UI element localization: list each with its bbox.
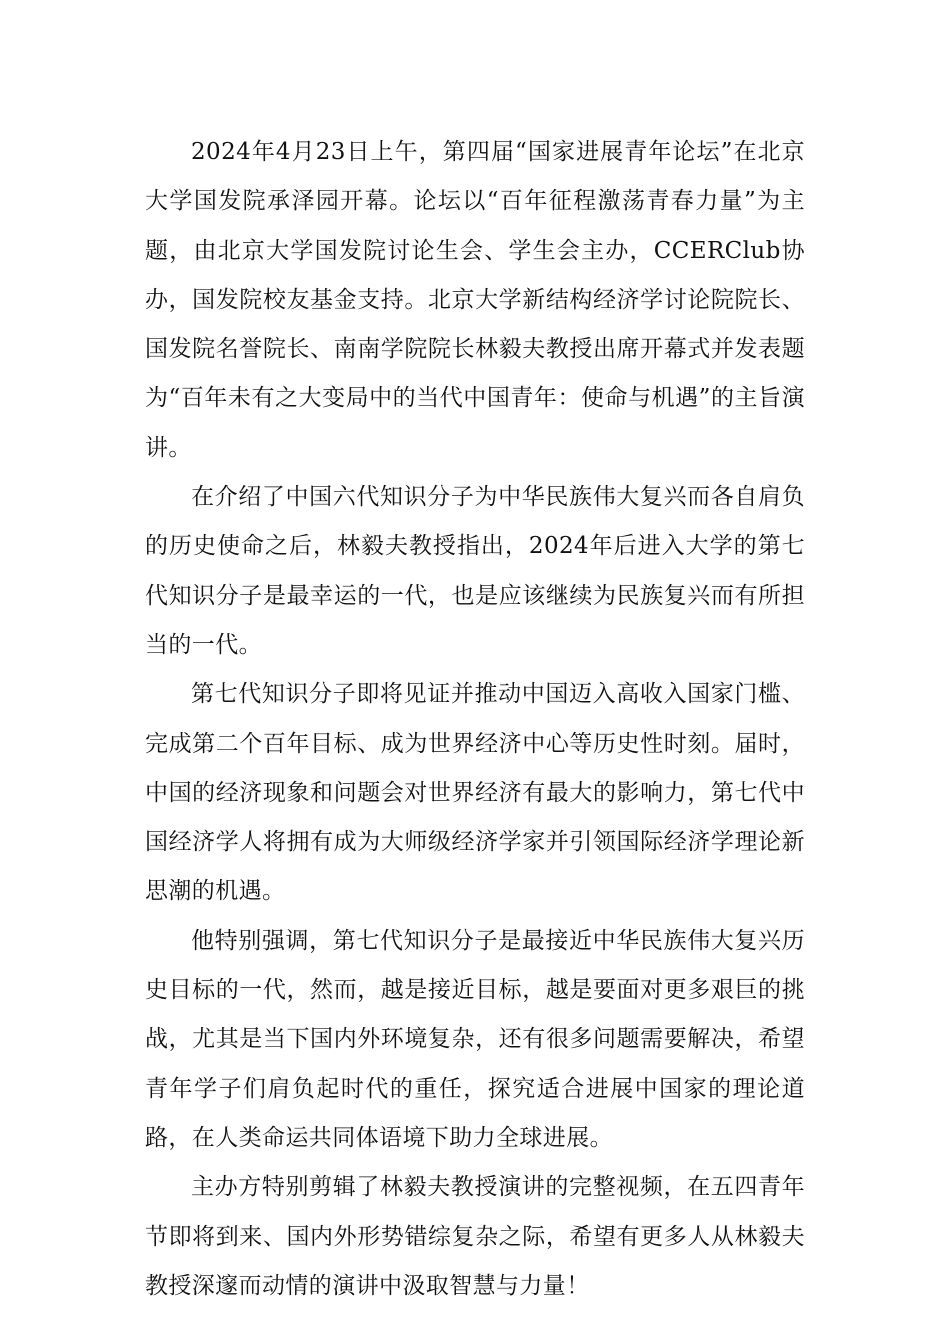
paragraph-forum-opening: 2024年4月23日上午，第四届“国家进展青年论坛”在北京大学国发院承泽园开幕。论坛以“百年征程激荡青春力量”为主题，由北京大学国发院讨论生会、学生会主办，CCERClub协办，国发院校友基金支持。北京大学新结构经济学讨论院院长、国发院名誉院长、南南学院院长林毅夫教授出席开幕式并发表题为“百年未有之大变局中的当代中国青年：使命与机遇”的主旨演讲。 [145,139,805,461]
paragraph-challenges: 他特别强调，第七代知识分子是最接近中华民族伟大复兴历史目标的一代，然而，越是接近目标，越是要面对更多艰巨的挑战，尤其是当下国内外环境复杂，还有很多问题需要解决，希望青年学子们肩负起时代的重任，探究适合进展中国家的理论道路，在人类命运共同体语境下助力全球进展。 [145,927,805,1151]
paragraph-video-note: 主办方特别剪辑了林毅夫教授演讲的完整视频，在五四青年节即将到来、国内外形势错综复杂之际，希望有更多人从林毅夫教授深邃而动情的演讲中汲取智慧与力量！ [145,1174,805,1299]
article-body [145,128,805,1311]
paragraph-seventh-generation: 在介绍了中国六代知识分子为中华民族伟大复兴而各自肩负的历史使命之后，林毅夫教授指出，2024年后进入大学的第七代知识分子是最幸运的一代，也是应该继续为民族复兴而有所担当的一代。 [145,484,805,658]
paragraph-historic-moment: 第七代知识分子即将见证并推动中国迈入高收入国家门槛、完成第二个百年目标、成为世界经济中心等历史性时刻。届时，中国的经济现象和问题会对世界经济有最大的影响力，第七代中国经济学人将拥有成为大师级经济学家并引领国际经济学理论新思潮的机遇。 [145,681,805,905]
